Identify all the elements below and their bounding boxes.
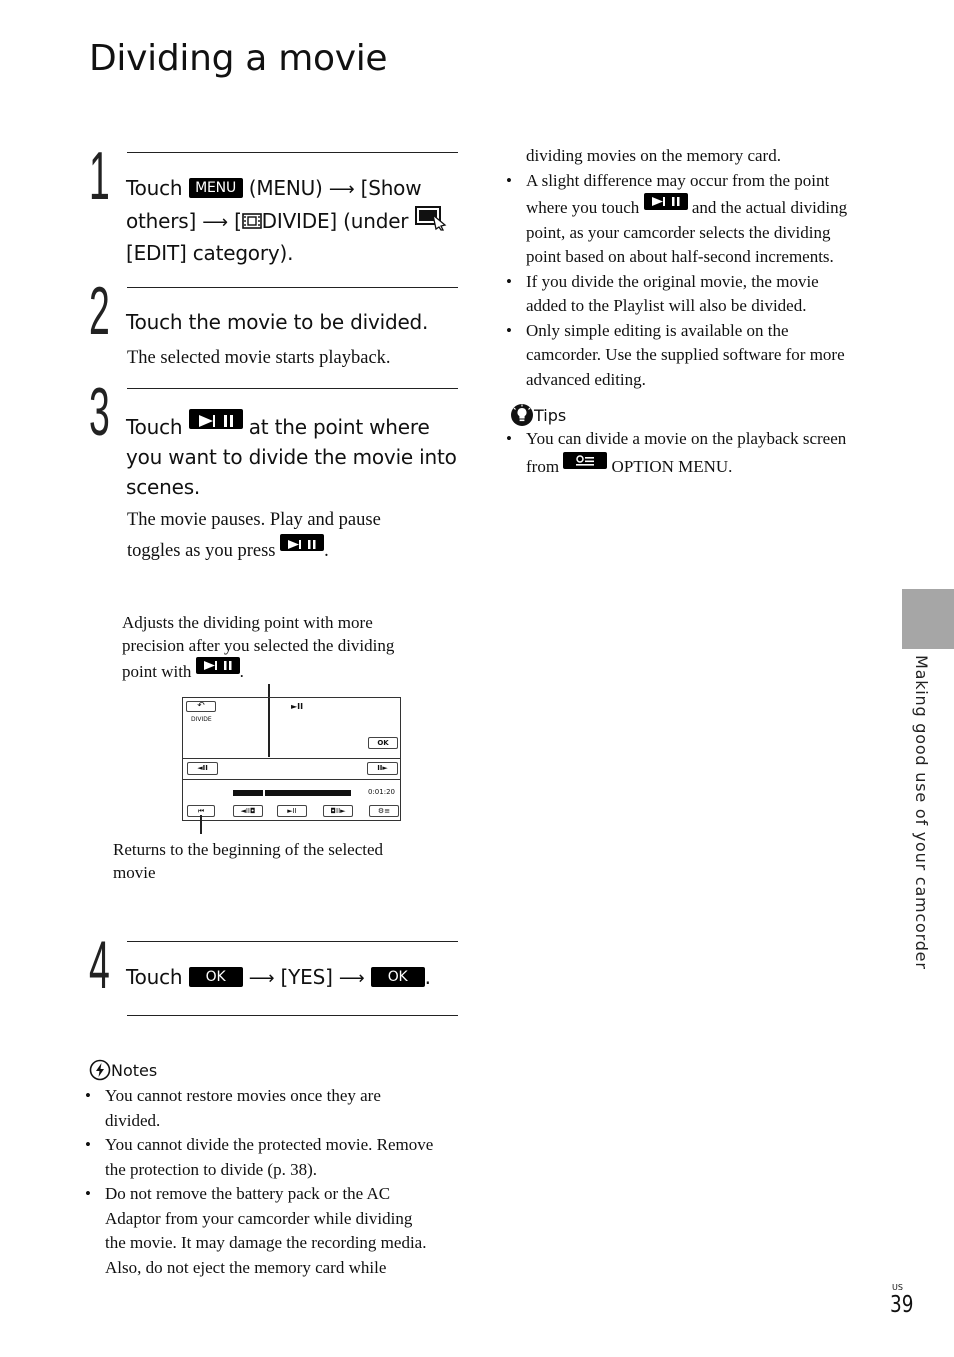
tip-1-line-1: • You can divide a movie on the playback screen	[526, 429, 847, 448]
screen-ok-button[interactable]: OK	[368, 737, 398, 749]
step-3-number: 3	[89, 374, 110, 450]
callout-adjust-b: precision after you selected the dividing	[122, 635, 395, 655]
back-button[interactable]: ↶	[186, 701, 216, 712]
step-4-end: .	[424, 965, 431, 989]
screen-progress-marker	[263, 789, 265, 797]
play-pause-icon	[189, 409, 243, 429]
ok-button-icon: OK	[371, 967, 425, 987]
arrow-icon: ⟶	[202, 212, 228, 233]
option-menu-icon	[563, 452, 607, 469]
note-2-line-1: • You cannot divide the protected movie. Remove	[105, 1135, 434, 1154]
rewind-scene-button[interactable]: ◄II◘	[233, 805, 263, 817]
step-back-frame-button[interactable]: ◄II	[187, 762, 218, 775]
note-1-line-2: divided.	[105, 1110, 161, 1130]
note-4-line-1: • A slight difference may occur from the point	[526, 170, 830, 190]
note-2-line-2: the protection to divide (p. 38).	[105, 1159, 317, 1179]
notes-list	[83, 1084, 473, 1280]
step-3-body-end: .	[324, 541, 329, 561]
step-3-title-c: scenes.	[126, 475, 201, 499]
section-tab	[902, 589, 954, 649]
step-3-touch: Touch	[126, 415, 183, 439]
tips-heading-text: Tips	[534, 406, 567, 425]
note-4-line-3: point, as your camcorder selects the dividing	[526, 222, 831, 242]
step-2-body: The selected movie starts playback.	[127, 348, 391, 368]
step-1-menu-label: (MENU)	[248, 176, 323, 200]
note-6-line-2: camcorder. Use the supplied software for more	[526, 345, 845, 364]
step-3-body-b: toggles as you press	[127, 541, 276, 561]
note-3-line-3: the movie. It may damage the recording media.	[105, 1233, 427, 1252]
step-2-rule	[127, 287, 458, 288]
notes-heading-text: Notes	[111, 1061, 158, 1080]
list-item	[83, 1133, 473, 1182]
note-3-line-2: Adaptor from your camcorder while dividing	[105, 1208, 413, 1228]
step-2-number: 2	[89, 273, 110, 349]
arrow-icon: ⟶	[328, 179, 355, 200]
note-5-line-1: • If you divide the original movie, the movie	[526, 271, 819, 291]
note-6-line-1: • Only simple editing is available on the	[526, 320, 789, 340]
note-4-line-4: point based on about half-second increments.	[526, 247, 834, 266]
tips-list	[504, 427, 894, 479]
film-icon	[242, 212, 262, 230]
callout-return-a: Returns to the beginning of the selected	[113, 840, 384, 859]
return-to-start-button[interactable]: ⏮	[187, 805, 215, 817]
step-1-number: 1	[89, 138, 110, 214]
tips-heading	[510, 403, 566, 428]
step-4-yes: [YES]	[280, 965, 333, 989]
tips-lightbulb-icon	[510, 403, 534, 427]
notes-continued	[504, 144, 894, 392]
page-title: Dividing a movie	[89, 38, 388, 79]
menu-button-icon: MENU	[189, 178, 243, 198]
camera-screen	[182, 697, 401, 821]
step-3-title-a: at the point where	[248, 415, 430, 439]
note-1-line-1: • You cannot restore movies once they are	[105, 1086, 381, 1105]
notes-heading	[89, 1059, 157, 1083]
note-4-line-2b: and the actual dividing	[691, 198, 848, 217]
step-1-others: others]	[126, 209, 197, 233]
list-item	[504, 427, 894, 479]
step-4-text	[126, 962, 431, 994]
notes-icon	[89, 1059, 111, 1081]
arrow-icon: ⟶	[248, 968, 275, 989]
option-menu-button[interactable]: ⚙≡	[369, 805, 399, 817]
arrow-icon: ⟶	[338, 968, 365, 989]
callout-adjust	[122, 612, 462, 684]
step-1-rule	[127, 152, 458, 153]
step-4-rule	[127, 941, 458, 942]
section-tab-label: Making good use of your camcorder	[912, 655, 931, 970]
step-2-title: Touch the movie to be divided.	[126, 310, 429, 334]
region-code: US	[892, 1283, 903, 1292]
step-4-touch: Touch	[126, 965, 183, 989]
step-1-text	[126, 173, 466, 268]
note-5-line-2: added to the Playlist will also be divided.	[526, 296, 807, 315]
list-item	[504, 319, 894, 393]
ok-button-icon: OK	[189, 967, 243, 987]
note-3-line-1: • Do not remove the battery pack or the AC	[105, 1184, 391, 1203]
screen-divide-label: DIVIDE	[191, 716, 212, 723]
callout-return-b: movie	[113, 863, 156, 882]
step-1-divide: DIVIDE] (under	[261, 209, 409, 233]
list-item	[504, 169, 894, 270]
step-4-bottom-rule	[127, 1015, 458, 1016]
callout-adjust-c: point with	[122, 662, 192, 681]
edit-category-icon	[415, 205, 447, 231]
screen-progress-bar[interactable]	[233, 790, 351, 796]
step-3-body-a: The movie pauses. Play and pause	[127, 510, 381, 530]
note-3-continued: dividing movies on the memory card.	[526, 146, 781, 165]
callout-adjust-end: .	[239, 662, 244, 681]
list-item	[83, 1084, 473, 1133]
screen-play-pause-button[interactable]: ►II	[277, 805, 307, 817]
tip-1-line-2b: OPTION MENU.	[611, 456, 733, 476]
step-3-rule	[127, 388, 458, 389]
callout-return	[113, 838, 453, 884]
callout-adjust-a: Adjusts the dividing point with more	[122, 613, 373, 632]
step-1-show: [Show	[360, 176, 422, 200]
note-3-line-4: Also, do not eject the memory card while	[105, 1257, 387, 1277]
note-4-line-2a: where you touch	[526, 198, 640, 217]
step-1-bracket: [	[234, 209, 242, 233]
play-pause-icon	[280, 534, 324, 551]
note-6-line-3: advanced editing.	[526, 369, 646, 389]
step-1-touch: Touch	[126, 176, 183, 200]
step-3-title-b: you want to divide the movie into	[126, 445, 457, 469]
screen-playpause-indicator: ►II	[291, 702, 304, 711]
step-4-number: 4	[89, 927, 110, 1003]
step-forward-frame-button[interactable]: II►	[367, 762, 398, 775]
page-number: 39	[890, 1292, 914, 1318]
screen-time: 0:01:20	[368, 788, 395, 796]
step-3-title	[126, 409, 466, 502]
play-pause-icon	[644, 193, 688, 210]
leader-line-bottom	[200, 815, 202, 834]
play-pause-icon	[196, 657, 240, 674]
screen-adjust-bar	[182, 758, 401, 780]
list-item	[504, 270, 894, 319]
list-item	[83, 1182, 473, 1280]
step-3-body	[127, 506, 467, 565]
forward-scene-button[interactable]: ◘II►	[323, 805, 353, 817]
step-1-category: [EDIT] category).	[126, 241, 294, 265]
tip-1-line-2a: from	[526, 456, 560, 476]
